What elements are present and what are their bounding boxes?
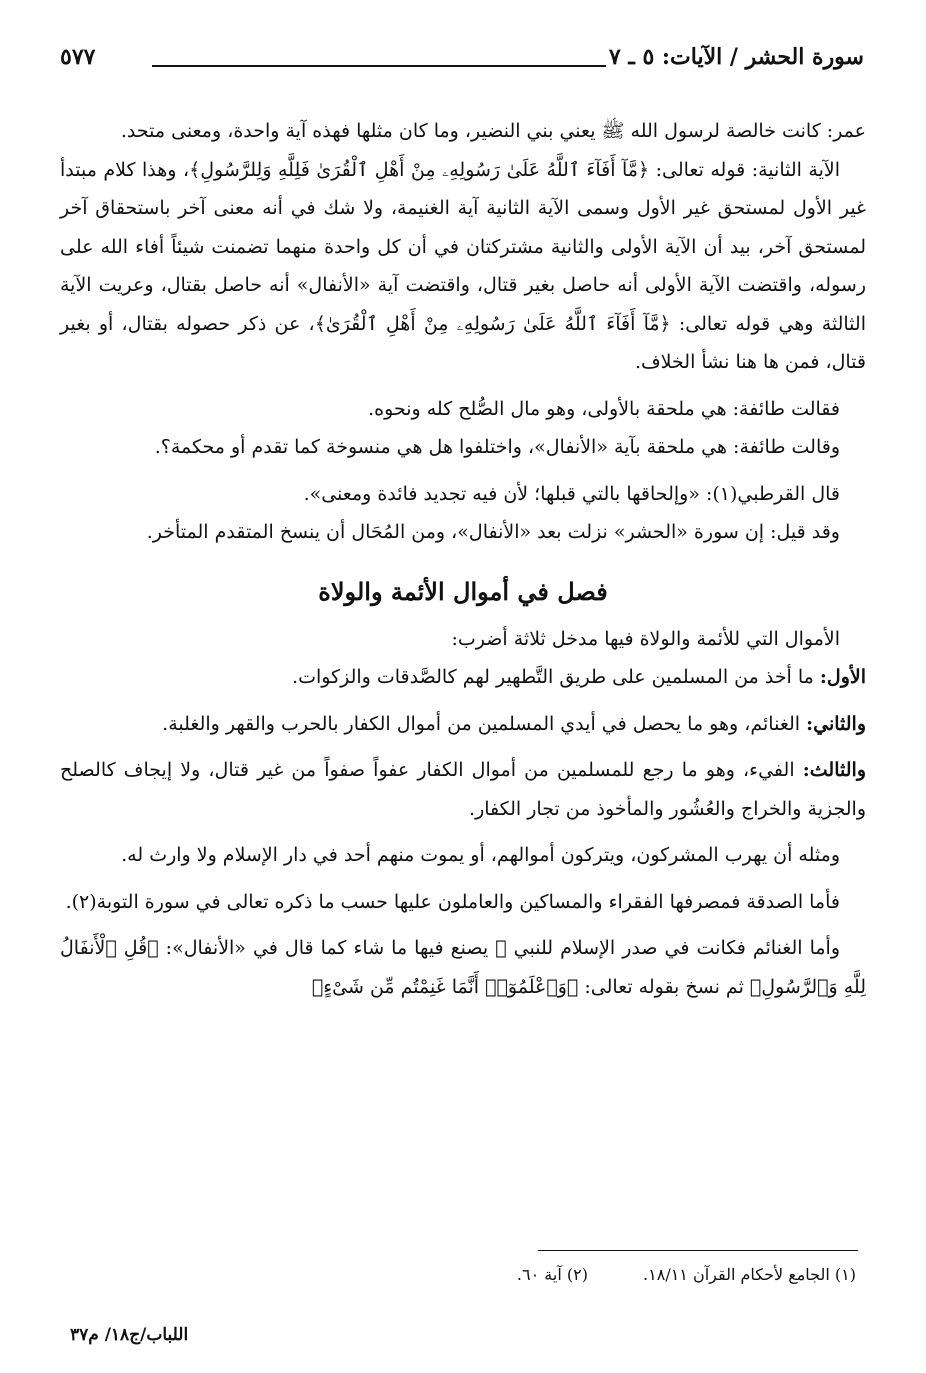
body-text bbox=[60, 112, 866, 1006]
footnote: (١) الجامع لأحكام القرآن ١٨/١١. bbox=[643, 1265, 856, 1284]
footnotes bbox=[300, 1262, 856, 1288]
paragraph-text: وأما الغنائم فكانت في صدر الإسلام للنبي ﷺ يصنع فيها ما شاء كما قال في «الأنفال»: ﴿قُلِ ٱلْأَنفَالُ لِلَّهِ وَٱلرَّسُولِ﴾ ثم نسخ بقوله تعالى: ﴿وَٱعْلَمُوٓا۟ أَنَّمَا غَنِمْتُم مِّن شَىْءٍ﴾ bbox=[60, 937, 866, 998]
paragraph-text: ما أخذ من المسلمين على طريق التَّطهير لهم كالصَّدقات والزكوات. bbox=[292, 666, 820, 688]
paragraph bbox=[60, 929, 866, 1006]
paragraph bbox=[60, 836, 866, 875]
footnote-rule bbox=[538, 1250, 858, 1251]
paragraph-text: الفيء، وهو ما رجع للمسلمين من أموال الكفار عفواً صفواً من غير قتال، ولا إيجاف كالصلح والجزية والخراج والعُشُور والمأخوذ من تجار الكفار. bbox=[60, 759, 866, 820]
paragraph bbox=[60, 705, 866, 744]
paragraph bbox=[60, 883, 866, 922]
paragraph-text: فأما الصدقة فمصرفها الفقراء والمساكين والعاملون عليها حسب ما ذكره تعالى في سورة التوبة(٢). bbox=[65, 890, 840, 913]
paragraph: الآية الثانية: قوله تعالى: ﴿مَّآ أَفَآءَ ٱللَّهُ عَلَىٰ رَسُولِهِۦ مِنْ أَهْلِ ٱلْقُرَىٰ فَلِلَّهِ وَلِلرَّسُولِ﴾، وهذا كلام مبتدأ غير الأول لمستحق غير الأول وسمى الآية الثانية آية الغنيمة، ولا شك في أنه معنى آخر باستحقاق آخر لمستحق آخر، بيد أن الآية الأولى والثانية مشتركتان في أن كل واحدة منهما تضمنت شيئاً أفاء الله على رسوله، واقتضت الآية الأولى أنه حاصل بغير قتال، واقتضت آية «الأنفال» أنه حاصل بقتال، وعريت الآية الثالثة وهي قوله تعالى: ﴿مَّآ أَفَآءَ ٱللَّهُ عَلَىٰ رَسُولِهِۦ مِنْ أَهْلِ ٱلْقُرَىٰ﴾، عن ذكر حصوله بقتال، أو بغير قتال، فمن ها هنا نشأ الخلاف. bbox=[60, 158, 866, 373]
running-header bbox=[60, 36, 864, 76]
header-rule bbox=[152, 65, 606, 67]
paragraph-text: ومثله أن يهرب المشركون، ويتركون أموالهم، أو يموت منهم أحد في دار الإسلام ولا وارث له. bbox=[121, 844, 840, 866]
paragraph: وقد قيل: إن سورة «الحشر» نزلت بعد «الأنفال»، ومن المُحَال أن ينسخ المتقدم المتأخر. bbox=[146, 521, 840, 543]
page-number: ٥٧٧ bbox=[60, 44, 96, 70]
printer-signature: اللباب/ج١٨/ م٣٧ bbox=[70, 1325, 189, 1345]
paragraph bbox=[60, 658, 866, 697]
paragraph-continued: عمر: كانت خالصة لرسول الله ﷺ يعني بني النضير، وما كان مثلها فهذه آية واحدة، ومعنى متحد. bbox=[120, 120, 866, 142]
paragraph-text: الأموال التي للأئمة والولاة فيها مدخل ثلاثة أضرب: bbox=[451, 627, 840, 650]
footnote: (٢) آية ٦٠. bbox=[516, 1265, 588, 1284]
paragraph-lead: والثاني: bbox=[806, 712, 866, 735]
paragraph: وقالت طائفة: هي ملحقة بآية «الأنفال»، واختلفوا هل هي منسوخة كما تقدم أو محكمة؟. bbox=[154, 436, 840, 458]
section-title: فصل في أموال الأئمة والولاة bbox=[318, 576, 608, 606]
paragraph: فقالت طائفة: هي ملحقة بالأولى، وهو مال الصُّلح كله ونحوه. bbox=[368, 397, 840, 420]
paragraph bbox=[60, 620, 866, 659]
paragraph-lead: الأول: bbox=[819, 666, 866, 688]
header-title: سورة الحشر / الآيات: ٥ ـ ٧ bbox=[608, 44, 864, 70]
paragraph-text: الغنائم، وهو ما يحصل في أيدي المسلمين من أموال الكفار بالحرب والقهر والغلبة. bbox=[162, 712, 807, 735]
paragraph-lead: والثالث: bbox=[802, 759, 866, 781]
paragraph: قال القرطبي(١): «وإلحاقها بالتي قبلها؛ لأن فيه تجديد فائدة ومعنى». bbox=[303, 482, 840, 505]
paragraph bbox=[60, 751, 866, 828]
